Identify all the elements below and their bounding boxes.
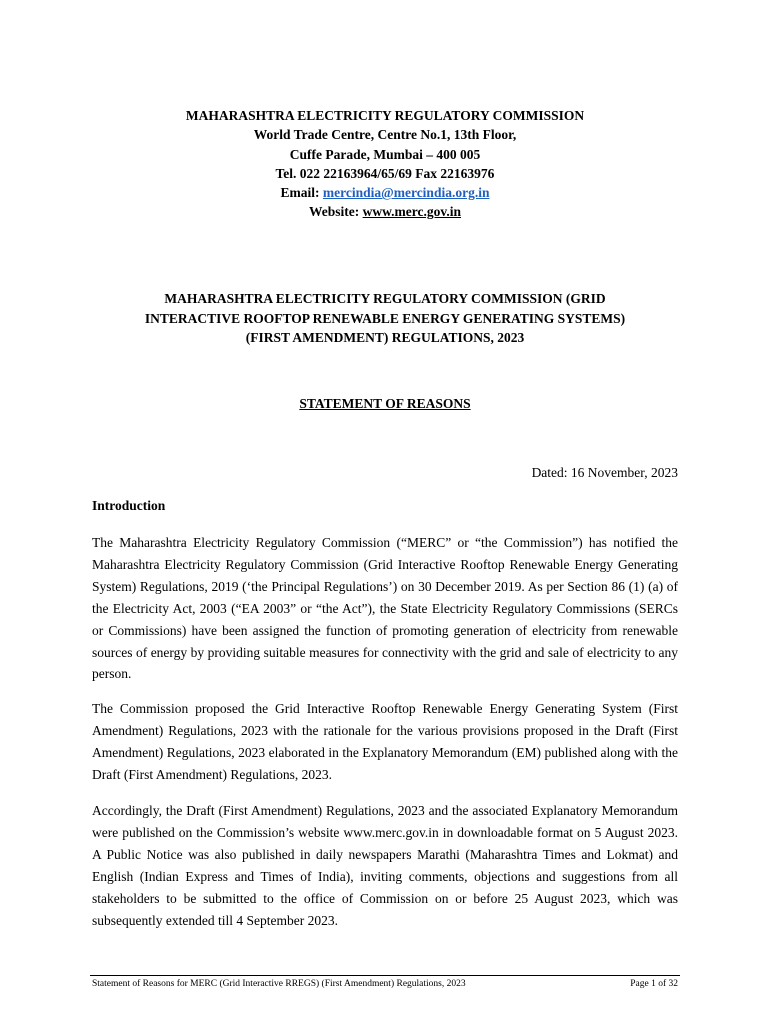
document-title [60,289,710,348]
paragraph: Accordingly, the Draft (First Amendment) Regulations, 2023 and the associated Explanatory Memorandum were published on the Commission’s website www.merc.gov.in in downloadable format on 5 August 2023. A Public Notice was also published in daily newspapers Marathi (Maharashtra Times and Lokmat) and English (Indian Express and Times of India), inviting comments, objections and suggestions from all stakeholders to be submitted to the office of Commission on or before 25 August 2023, which was subsequently extended till 4 September 2023. [92,803,678,928]
address-line-2: Cuffe Parade, Mumbai – 400 005 [289,146,481,162]
title-line-1: MAHARASHTRA ELECTRICITY REGULATORY COMMISSION (GRID [164,291,606,306]
title-line-3: (FIRST AMENDMENT) REGULATIONS, 2023 [245,330,525,345]
website-line [0,202,770,221]
org-name: MAHARASHTRA ELECTRICITY REGULATORY COMMISSION [185,108,585,123]
email-line [0,183,770,202]
footer-title: Statement of Reasons for MERC (Grid Interactive RREGS) (First Amendment) Regulations, 2023 [92,979,466,989]
address-line-1: World Trade Centre, Centre No.1, 13th Floor, [253,127,517,143]
introduction-heading: Introduction [92,498,166,513]
footer-divider [90,975,680,976]
paragraph: The Commission proposed the Grid Interactive Rooftop Renewable Energy Generating System (First Amendment) Regulations, 2023 with the rationale for the various provisions proposed in the Draft (First Amendment) Regulations, 2023 elaborated in the Explanatory Memorandum (EM) published along with the Draft (First Amendment) Regulations, 2023. [92,701,678,782]
website-label: Website: [309,204,363,220]
website-link[interactable]: www.merc.gov.in [362,204,461,220]
letterhead [0,106,770,222]
telephone-fax: Tel. 022 22163964/65/69 Fax 22163976 [275,165,495,181]
email-label: Email: [280,185,323,201]
date-line: Dated: 16 November, 2023 [531,465,678,480]
title-line-2: INTERACTIVE ROOFTOP RENEWABLE ENERGY GENERATING SYSTEMS) [144,310,626,326]
statement-heading: STATEMENT OF REASONS [299,396,471,411]
page-number: Page 1 of 32 [630,979,678,989]
paragraph: The Maharashtra Electricity Regulatory Commission (“MERC” or “the Commission”) has notified the Maharashtra Electricity Regulatory Commission (Grid Interactive Rooftop Renewable Energy Generating System) Regulations, 2019 (‘the Principal Regulations’) on 30 December 2019. As per Section 86 (1) (a) of the Electricity Act, 2003 (“EA 2003” or “the Act”), the State Electricity Regulatory Commissions (SERCs or Commissions) have been assigned the function of promoting generation of electricity from renewable sources of energy by providing suitable measures for connectivity with the grid and sale of electricity to any person. [92,535,678,682]
email-link[interactable]: mercindia@mercindia.org.in [322,185,490,201]
